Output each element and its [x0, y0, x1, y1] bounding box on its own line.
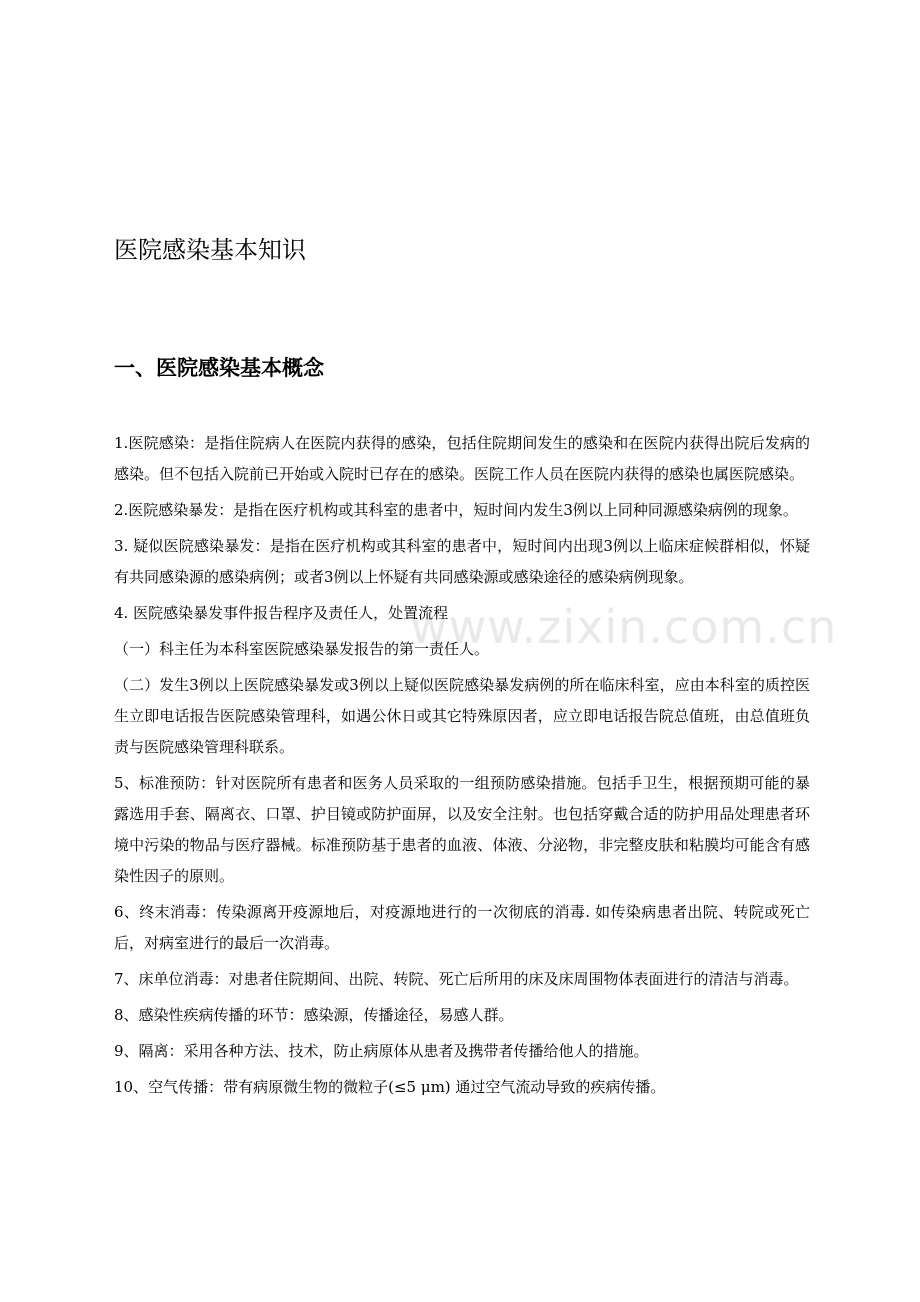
paragraph-4-2: （二）发生3例以上医院感染暴发或3例以上疑似医院感染暴发病例的所在临床科室，应由本科室的质控医生立即电话报告医院感染管理科，如遇公休日或其它特殊原因者，应立即电话报告院总值班，由总值班负责与医院感染管理科联系。: [114, 676, 810, 756]
body-text: [114, 428, 810, 1103]
section-heading: 一、医院感染基本概念: [114, 355, 324, 380]
paragraph-2: 2.医院感染暴发：是指在医疗机构或其科室的患者中，短时间内发生3例以上同种同源感染病例的现象。: [114, 501, 798, 519]
paragraph-5: 5、标准预防：针对医院所有患者和医务人员采取的一组预防感染措施。包括手卫生，根据预期可能的暴露选用手套、隔离衣、口罩、护目镜或防护面屏，以及安全注射。也包括穿戴合适的防护用品处理患者环境中污染的物品与医疗器械。标准预防基于患者的血液、体液、分泌物，非完整皮肤和粘膜均可能含有感染性因子的原则。: [114, 774, 810, 885]
paragraph-4: 4. 医院感染暴发事件报告程序及责任人，处置流程: [114, 604, 449, 622]
paragraph-7: 7、床单位消毒：对患者住院期间、出院、转院、死亡后所用的床及床周围物体表面进行的清洁与消毒。: [114, 970, 799, 988]
paragraph-1: 1.医院感染：是指住院病人在医院内获得的感染，包括住院期间发生的感染和在医院内获得出院后发病的感染。但不包括入院前已开始或入院时已存在的感染。医院工作人员在医院内获得的感染也属医院感染。: [114, 434, 810, 483]
paragraph-6: 6、终末消毒：传染源离开疫源地后，对疫源地进行的一次彻底的消毒. 如传染病患者出院、转院或死亡后，对病室进行的最后一次消毒。: [114, 903, 810, 952]
page-title: 医院感染基本知识: [114, 236, 306, 264]
paragraph-4-1: （一）科主任为本科室医院感染暴发报告的第一责任人。: [114, 640, 490, 658]
paragraph-3: 3. 疑似医院感染暴发：是指在医疗机构或其科室的患者中，短时间内出现3例以上临床症候群相似，怀疑有共同感染源的感染病例；或者3例以上怀疑有共同感染源或感染途径的感染病例现象。: [114, 537, 810, 586]
paragraph-10: 10、空气传播：带有病原微生物的微粒子(≤5 μm) 通过空气流动导致的疾病传播。: [114, 1078, 666, 1096]
paragraph-8: 8、感染性疾病传播的环节：感染源，传播途径，易感人群。: [114, 1006, 514, 1024]
watermark: www.zixin.com.cn: [410, 600, 838, 654]
paragraph-9: 9、隔离：采用各种方法、技术，防止病原体从患者及携带者传播给他人的措施。: [114, 1042, 649, 1060]
